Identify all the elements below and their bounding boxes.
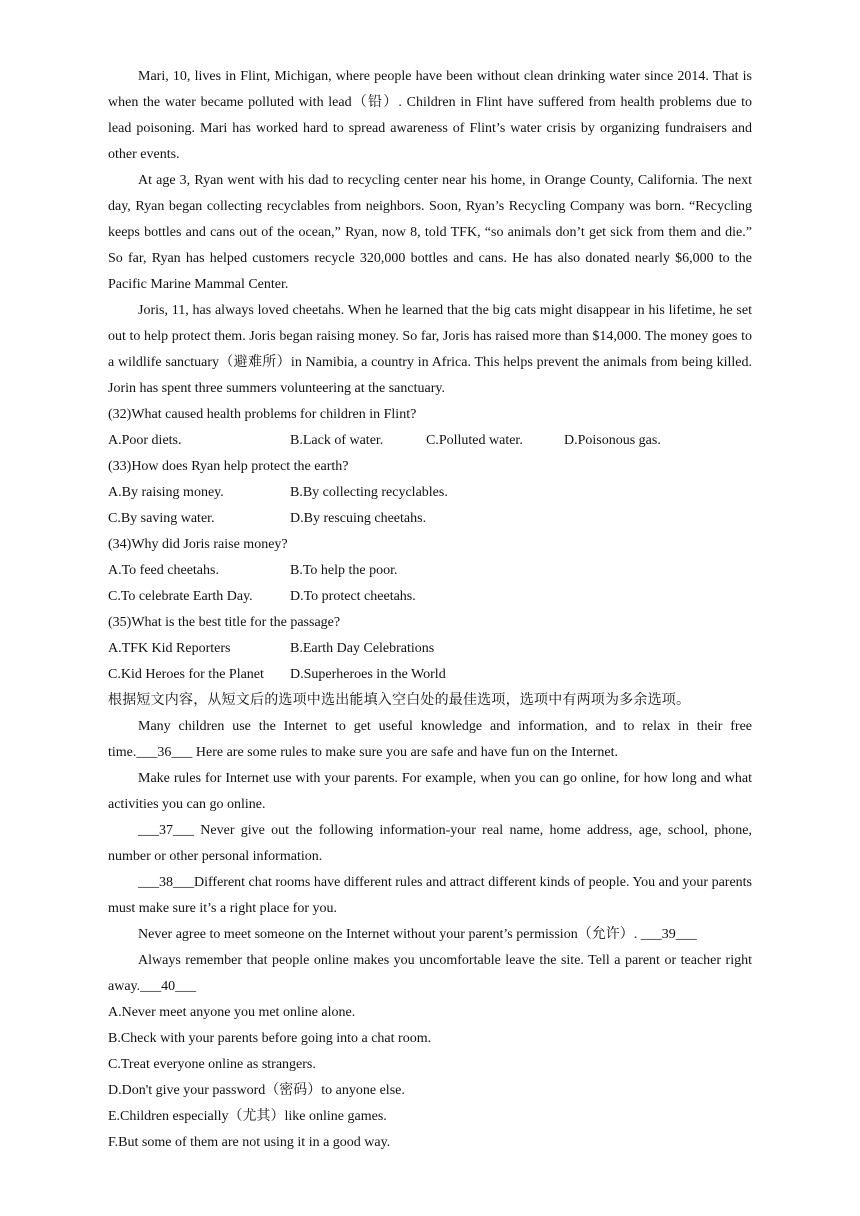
choice-item: B.Check with your parents before going into a chat room. (108, 1031, 432, 1046)
option-b: B.To help the poor. (290, 563, 398, 578)
question-stem: (35)What is the best title for the passage? (108, 615, 341, 630)
passage-paragraph-ryan: At age 3, Ryan went with his dad to recycling center near his home, in Orange County, California. The next day, Ryan began collecting recyclables from neighbors. Soon, Ryan’s Recycling Company was born. “Recycling keeps bottles and cans out of the ocean,” Ryan, now 8, told TFK, “so animals don’t get sick from them and die.” So far, Ryan has helped customers recycle 320,000 bottles and cans. He has also donated nearly $6,000 to the Pacific Marine Mammal Center. (108, 173, 752, 292)
section-instruction: 根据短文内容，从短文后的选项中选出能填入空白处的最佳选项，选项中有两项为多余选项。 (108, 693, 691, 708)
cloze-paragraph: Many children use the Internet to get useful knowledge and information, and to relax in their free time.___36___ Here are some rules to make sure you are safe and have fun on the Internet. (108, 719, 752, 760)
cloze-paragraph: Always remember that people online makes you uncomfortable leave the site. Tell a parent or teacher right away.___40___ (108, 953, 752, 994)
option-c: C.By saving water. (108, 511, 215, 526)
cloze-paragraph: ___38___Different chat rooms have different rules and attract different kinds of people. You and your parents must make sure it’s a right place for you. (108, 875, 752, 916)
document-page (108, 64, 752, 1156)
option-a: A.TFK Kid Reporters (108, 641, 231, 656)
question-33 (108, 454, 752, 532)
option-row (108, 558, 752, 584)
option-row (108, 480, 752, 506)
cloze-paragraph: Make rules for Internet use with your parents. For example, when you can go online, for how long and what activities you can go online. (108, 771, 752, 812)
option-a: A.By raising money. (108, 485, 224, 500)
question-stem: (33)How does Ryan help protect the earth? (108, 459, 349, 474)
choice-item: C.Treat everyone online as strangers. (108, 1057, 316, 1072)
passage-paragraph-joris: Joris, 11, has always loved cheetahs. When he learned that the big cats might disappear in his lifetime, he set out to help protect them. Joris began raising money. So far, Joris has raised more than $14,000. The money goes to a wildlife sanctuary（避难所）in Namibia, a country in Africa. This helps prevent the animals from being killed. Jorin has spent three summers volunteering at the sanctuary. (108, 303, 752, 396)
question-stem: (32)What caused health problems for children in Flint? (108, 407, 417, 422)
passage-paragraph-mari: Mari, 10, lives in Flint, Michigan, where people have been without clean drinking water since 2014. That is when the water became polluted with lead（铅）. Children in Flint have suffered from health problems due to lead poisoning. Mari has worked hard to spread awareness of Flint’s water crisis by organizing fundraisers and other events. (108, 69, 752, 162)
option-b: B.Earth Day Celebrations (290, 641, 435, 656)
option-row (108, 636, 752, 662)
option-d: D.To protect cheetahs. (290, 589, 416, 604)
option-d: D.Poisonous gas. (564, 433, 661, 448)
option-c: C.Polluted water. (426, 433, 523, 448)
question-35 (108, 610, 752, 688)
cloze-paragraph: Never agree to meet someone on the Internet without your parent’s permission（允许）. ___39___ (138, 927, 697, 942)
option-d: D.Superheroes in the World (290, 667, 446, 682)
choice-item: F.But some of them are not using it in a good way. (108, 1135, 391, 1150)
choice-item: E.Children especially（尤其）like online games. (108, 1109, 387, 1124)
choice-list (108, 1000, 752, 1156)
cloze-paragraph: ___37___ Never give out the following information-your real name, home address, age, school, phone, number or other personal information. (108, 823, 752, 864)
option-d: D.By rescuing cheetahs. (290, 511, 427, 526)
option-row (108, 506, 752, 532)
option-a: A.To feed cheetahs. (108, 563, 219, 578)
option-row (108, 584, 752, 610)
option-c: C.To celebrate Earth Day. (108, 589, 253, 604)
question-stem: (34)Why did Joris raise money? (108, 537, 288, 552)
option-row (108, 428, 752, 454)
option-b: B.By collecting recyclables. (290, 485, 448, 500)
question-34 (108, 532, 752, 610)
question-32 (108, 402, 752, 454)
option-b: B.Lack of water. (290, 433, 384, 448)
option-row (108, 662, 752, 688)
option-c: C.Kid Heroes for the Planet (108, 667, 264, 682)
choice-item: A.Never meet anyone you met online alone. (108, 1005, 356, 1020)
option-a: A.Poor diets. (108, 433, 182, 448)
choice-item: D.Don't give your password（密码）to anyone else. (108, 1083, 405, 1098)
